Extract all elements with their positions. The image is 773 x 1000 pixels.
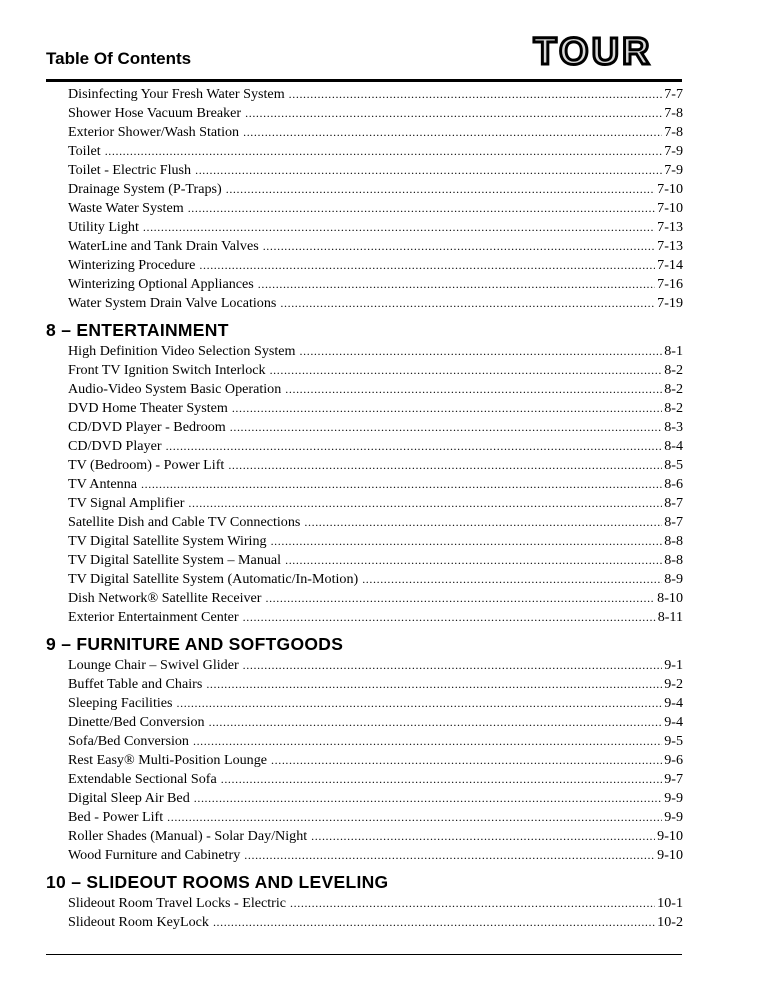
dot-leader <box>209 715 663 730</box>
dot-leader <box>213 915 655 930</box>
toc-entry[interactable] <box>68 162 683 181</box>
toc-entry-title: TV Digital Satellite System Wiring <box>68 533 267 549</box>
dot-leader <box>221 772 662 787</box>
toc-entry-title: DVD Home Theater System <box>68 400 228 416</box>
toc-entry-title: Roller Shades (Manual) - Solar Day/Night <box>68 828 308 844</box>
toc-entry-page: 10-1 <box>657 895 683 911</box>
toc-entry-page: 9-9 <box>664 809 683 825</box>
toc-entry-title: Toilet - Electric Flush <box>68 162 192 178</box>
toc-entry-title: Audio-Video System Basic Operation <box>68 381 282 397</box>
toc-entry-page: 7-9 <box>664 143 683 159</box>
dot-leader <box>206 677 662 692</box>
toc-entry-title: High Definition Video Selection System <box>68 343 296 359</box>
toc-entry[interactable] <box>68 295 683 314</box>
tour-logo <box>505 30 681 72</box>
toc-entry-page: 8-9 <box>664 571 683 587</box>
toc-entry[interactable] <box>68 571 683 590</box>
toc-entry-page: 9-7 <box>664 771 683 787</box>
toc-entry[interactable] <box>68 495 683 514</box>
toc-entry[interactable] <box>68 895 683 914</box>
toc-entry-page: 8-3 <box>664 419 683 435</box>
header-rule <box>46 79 682 82</box>
toc-entry-title: Rest Easy® Multi-Position Lounge <box>68 752 268 768</box>
toc-entry[interactable] <box>68 362 683 381</box>
dot-leader <box>188 496 662 511</box>
toc-entry[interactable] <box>68 381 683 400</box>
toc-entry-title: Toilet <box>68 143 101 159</box>
section-heading: 10 – SLIDEOUT ROOMS AND LEVELING <box>46 872 389 892</box>
dot-leader <box>232 401 662 416</box>
dot-leader <box>304 515 662 530</box>
toc-entry-page: 9-5 <box>664 733 683 749</box>
toc-entry[interactable] <box>68 847 683 866</box>
toc-entry-page: 7-16 <box>657 276 683 292</box>
dot-leader <box>193 734 662 749</box>
toc-entry-title: Winterizing Optional Appliances <box>68 276 254 292</box>
dot-leader <box>289 87 663 102</box>
toc-entry-page: 8-10 <box>657 590 683 606</box>
toc-entry[interactable] <box>68 105 683 124</box>
dot-leader <box>271 753 662 768</box>
toc-entry-title: Disinfecting Your Fresh Water System <box>68 86 285 102</box>
toc-entry-title: Dinette/Bed Conversion <box>68 714 205 730</box>
toc-entry[interactable] <box>68 219 683 238</box>
dot-leader <box>226 182 655 197</box>
toc-entry[interactable] <box>68 257 683 276</box>
toc-entry-title: TV (Bedroom) - Power Lift <box>68 457 225 473</box>
toc-entry-page: 8-2 <box>664 362 683 378</box>
toc-entry[interactable] <box>68 514 683 533</box>
dot-leader <box>188 201 655 216</box>
toc-entry-title: Sleeping Facilities <box>68 695 173 711</box>
toc-entry-title: Exterior Shower/Wash Station <box>68 124 240 140</box>
dot-leader <box>243 658 663 673</box>
toc-entry[interactable] <box>68 657 683 676</box>
toc-entry[interactable] <box>68 343 683 362</box>
dot-leader <box>199 258 655 273</box>
toc-entry[interactable] <box>68 143 683 162</box>
toc-entry[interactable] <box>68 552 683 571</box>
toc-entry-page: 7-14 <box>657 257 683 273</box>
toc-entry-title: TV Signal Amplifier <box>68 495 185 511</box>
dot-leader <box>311 829 655 844</box>
toc-entry[interactable] <box>68 752 683 771</box>
toc-entry-page: 7-10 <box>657 181 683 197</box>
toc-entry-page: 9-1 <box>664 657 683 673</box>
toc-entry-title: Waste Water System <box>68 200 184 216</box>
toc-entry-page: 7-9 <box>664 162 683 178</box>
toc-entry-title: Sofa/Bed Conversion <box>68 733 189 749</box>
toc-entry-page: 9-10 <box>657 847 683 863</box>
toc-entry[interactable] <box>68 438 683 457</box>
toc-entry[interactable] <box>68 609 683 628</box>
toc-entry[interactable] <box>68 476 683 495</box>
toc-entry[interactable] <box>68 790 683 809</box>
toc-entry-title: Lounge Chair – Swivel Glider <box>68 657 239 673</box>
toc-entry-title: Utility Light <box>68 219 139 235</box>
toc-entry[interactable] <box>68 533 683 552</box>
toc-entry[interactable] <box>68 809 683 828</box>
toc-entry-page: 8-2 <box>664 400 683 416</box>
dot-leader <box>271 534 663 549</box>
toc-entry-title: WaterLine and Tank Drain Valves <box>68 238 259 254</box>
toc-entry-title: TV Digital Satellite System – Manual <box>68 552 282 568</box>
toc-entry[interactable] <box>68 457 683 476</box>
dot-leader <box>280 296 655 311</box>
table-of-contents <box>46 86 683 933</box>
toc-entry-title: Front TV Ignition Switch Interlock <box>68 362 266 378</box>
toc-entry-page: 8-8 <box>664 533 683 549</box>
dot-leader <box>290 896 655 911</box>
dot-leader <box>194 791 662 806</box>
dot-leader <box>245 106 662 121</box>
toc-entry-page: 8-11 <box>657 609 683 625</box>
dot-leader <box>105 144 663 159</box>
toc-entry-title: Extendable Sectional Sofa <box>68 771 217 787</box>
toc-entry[interactable] <box>68 86 683 105</box>
dot-leader <box>263 239 655 254</box>
toc-entry[interactable] <box>68 400 683 419</box>
toc-entry[interactable] <box>68 200 683 219</box>
dot-leader <box>166 439 663 454</box>
dot-leader <box>265 591 655 606</box>
dot-leader <box>285 382 662 397</box>
section-heading: 9 – FURNITURE AND SOFTGOODS <box>46 634 344 654</box>
toc-entry-page: 7-8 <box>664 105 683 121</box>
toc-entry-title: Slideout Room KeyLock <box>68 914 209 930</box>
dot-leader <box>230 420 662 435</box>
toc-entry-title: Water System Drain Valve Locations <box>68 295 277 311</box>
footer-rule <box>46 954 682 955</box>
tour-logo-letters <box>534 31 653 72</box>
toc-entry-title: CD/DVD Player - Bedroom <box>68 419 226 435</box>
toc-entry[interactable] <box>68 124 683 143</box>
toc-entry-page: 7-7 <box>664 86 683 102</box>
dot-leader <box>258 277 655 292</box>
dot-leader <box>228 458 662 473</box>
toc-entry-page: 8-4 <box>664 438 683 454</box>
dot-leader <box>143 220 655 235</box>
toc-entry-page: 9-2 <box>664 676 683 692</box>
toc-entry-title: TV Antenna <box>68 476 138 492</box>
toc-entry-page: 9-4 <box>664 695 683 711</box>
toc-entry-title: Dish Network® Satellite Receiver <box>68 590 262 606</box>
dot-leader <box>141 477 662 492</box>
toc-entry-page: 9-6 <box>664 752 683 768</box>
toc-entry-page: 8-7 <box>664 514 683 530</box>
toc-entry[interactable] <box>68 238 683 257</box>
toc-entry-page: 8-5 <box>664 457 683 473</box>
section-heading: 8 – ENTERTAINMENT <box>46 320 229 340</box>
toc-entry-page: 8-8 <box>664 552 683 568</box>
toc-entry-page: 9-4 <box>664 714 683 730</box>
dot-leader <box>270 363 663 378</box>
toc-entry-title: Winterizing Procedure <box>68 257 196 273</box>
toc-entry[interactable] <box>68 276 683 295</box>
dot-leader <box>195 163 662 178</box>
toc-entry-title: Bed - Power Lift <box>68 809 164 825</box>
toc-entry-page: 7-10 <box>657 200 683 216</box>
toc-entry-title: Wood Furniture and Cabinetry <box>68 847 241 863</box>
toc-entry-page: 9-10 <box>657 828 683 844</box>
page-title: Table Of Contents <box>46 49 192 68</box>
dot-leader <box>167 810 662 825</box>
toc-entry-page: 8-6 <box>664 476 683 492</box>
toc-entry-page: 10-2 <box>657 914 683 930</box>
toc-entry-title: Slideout Room Travel Locks - Electric <box>68 895 287 911</box>
toc-entry[interactable] <box>68 419 683 438</box>
toc-entry-title: Exterior Entertainment Center <box>68 609 239 625</box>
dot-leader <box>362 572 662 587</box>
dot-leader <box>243 125 662 140</box>
toc-entry-page: 7-13 <box>657 238 683 254</box>
toc-entry-title: Shower Hose Vacuum Breaker <box>68 105 242 121</box>
dot-leader <box>177 696 663 711</box>
toc-entry-title: Drainage System (P-Traps) <box>68 181 222 197</box>
dot-leader <box>285 553 662 568</box>
toc-entry[interactable] <box>68 828 683 847</box>
dot-leader <box>300 344 663 359</box>
toc-entry[interactable] <box>68 695 683 714</box>
toc-entry-title: TV Digital Satellite System (Automatic/In-Motion) <box>68 571 359 587</box>
dot-leader <box>243 610 656 625</box>
toc-entry[interactable] <box>68 590 683 609</box>
toc-entry-page: 7-13 <box>657 219 683 235</box>
toc-entry[interactable] <box>68 914 683 933</box>
toc-entry-title: Buffet Table and Chairs <box>68 676 203 692</box>
logo-text: TOUR <box>533 31 653 72</box>
toc-entry-title: Satellite Dish and Cable TV Connections <box>68 514 301 530</box>
toc-entry-page: 7-8 <box>664 124 683 140</box>
toc-entry-page: 7-19 <box>657 295 683 311</box>
toc-entry[interactable] <box>68 676 683 695</box>
toc-entry[interactable] <box>68 771 683 790</box>
toc-entry-page: 8-7 <box>664 495 683 511</box>
toc-entry-page: 8-1 <box>664 343 683 359</box>
toc-entry[interactable] <box>68 714 683 733</box>
dot-leader <box>244 848 655 863</box>
toc-entry-page: 9-9 <box>664 790 683 806</box>
toc-entry[interactable] <box>68 181 683 200</box>
toc-entry-page: 8-2 <box>664 381 683 397</box>
toc-entry[interactable] <box>68 733 683 752</box>
toc-entry-title: CD/DVD Player <box>68 438 162 454</box>
toc-entry-title: Digital Sleep Air Bed <box>68 790 190 806</box>
